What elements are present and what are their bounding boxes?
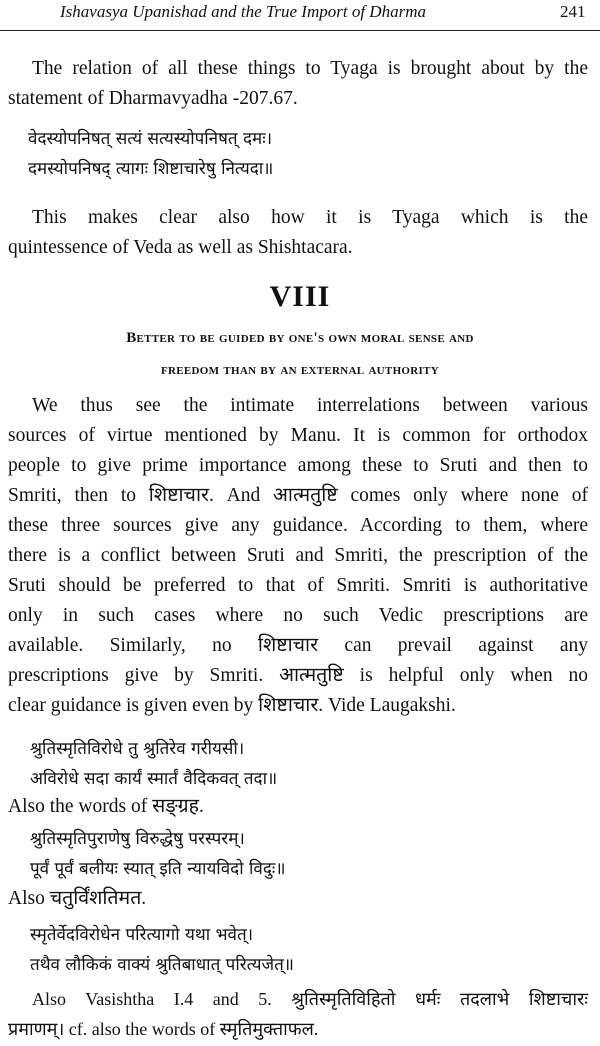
page-header	[0, 0, 600, 31]
paragraph-line: available. Similarly, no शिष्टाचार can prevail against any	[8, 635, 588, 656]
sangraha-line: Also the words of सङ्ग्रह.	[8, 796, 204, 817]
paragraph-line: there is a conflict between Sruti and Smriti, the prescription of the	[8, 545, 588, 566]
paragraph-line: Smriti, then to शिष्टाचार. And आत्मतुष्टि comes only where none of	[8, 485, 588, 506]
paragraph-line: only in such cases where no such Vedic prescriptions are	[8, 605, 588, 626]
chaturvimshati-line: Also चतुर्विंशतिमत.	[8, 888, 147, 909]
paragraph-line: This makes clear also how it is Tyaga which is the	[32, 207, 588, 228]
paragraph-line: statement of Dharmavyadha -207.67.	[8, 88, 298, 109]
verse-line: पूर्वं पूर्वं बलीयः स्यात् इति न्यायविदो विदुः॥	[30, 859, 286, 879]
paragraph-line: We thus see the intimate interrelations between various	[32, 395, 588, 416]
paragraph-line: sources of virtue mentioned by Manu. It is common for orthodox	[8, 425, 588, 446]
paragraph-2	[0, 203, 600, 263]
verse-line: स्मृतेर्वेदविरोधेन परित्यागो यथा भवेत्।	[30, 925, 254, 945]
paragraph-line: clear guidance is given even by शिष्टाचार. Vide Laugakshi.	[8, 695, 456, 716]
verse-line: श्रुतिस्मृतिपुराणेषु विरुद्धेषु परस्परम्।	[30, 829, 245, 849]
verse-line: वेदस्योपनिषत् सत्यं सत्यस्योपनिषत् दमः।	[28, 129, 273, 149]
section-number: VIII	[269, 280, 331, 313]
paragraph-4	[0, 984, 600, 1044]
verse-2	[30, 734, 277, 794]
verse-line: श्रुतिस्मृतिविरोधे तु श्रुतिरेव गरीयसी।	[30, 739, 245, 759]
paragraph-3	[0, 391, 600, 721]
verse-line: तथैव लौकिकं वाक्यं श्रुतिबाधात् परित्यजेत्॥	[30, 955, 294, 975]
paragraph-line: Also Vasishtha I.4 and 5. श्रुतिस्मृतिविहितो धर्मः तदलाभे शिष्टाचारः	[32, 989, 588, 1009]
verse-1	[28, 124, 273, 184]
paragraph-line: प्रमाणम्। cf. also the words of स्मृतिमुक्ताफल.	[8, 1019, 319, 1039]
paragraph-line: these three sources give any guidance. According to them, where	[8, 515, 588, 536]
section-title-line-2: freedom than by an external authority	[161, 362, 439, 378]
verse-line: अविरोधे सदा कार्यं स्मार्तं वैदिकवत् तदा॥	[30, 769, 278, 789]
page-number: 241	[560, 2, 586, 21]
paragraph-line: quintessence of Veda as well as Shishtacara.	[8, 237, 353, 258]
section-title-line-1: Better to be guided by one's own moral sense and	[126, 330, 474, 346]
verse-3	[30, 824, 286, 884]
paragraph-line: prescriptions give by Smriti. आत्मतुष्टि is helpful only when no	[8, 665, 588, 686]
paragraph-line: people to give prime importance among these to Sruti and then to	[8, 455, 588, 476]
paragraph-1	[0, 54, 600, 114]
running-title: Ishavasya Upanishad and the True Import of Dharma	[60, 2, 426, 21]
paragraph-line: The relation of all these things to Tyaga is brought about by the	[32, 58, 588, 79]
verse-4	[30, 920, 294, 980]
verse-line: दमस्योपनिषद् त्यागः शिष्टाचारेषु नित्यदा॥	[28, 159, 274, 179]
paragraph-line: Sruti should be preferred to that of Smriti. Smriti is authoritative	[8, 575, 588, 596]
